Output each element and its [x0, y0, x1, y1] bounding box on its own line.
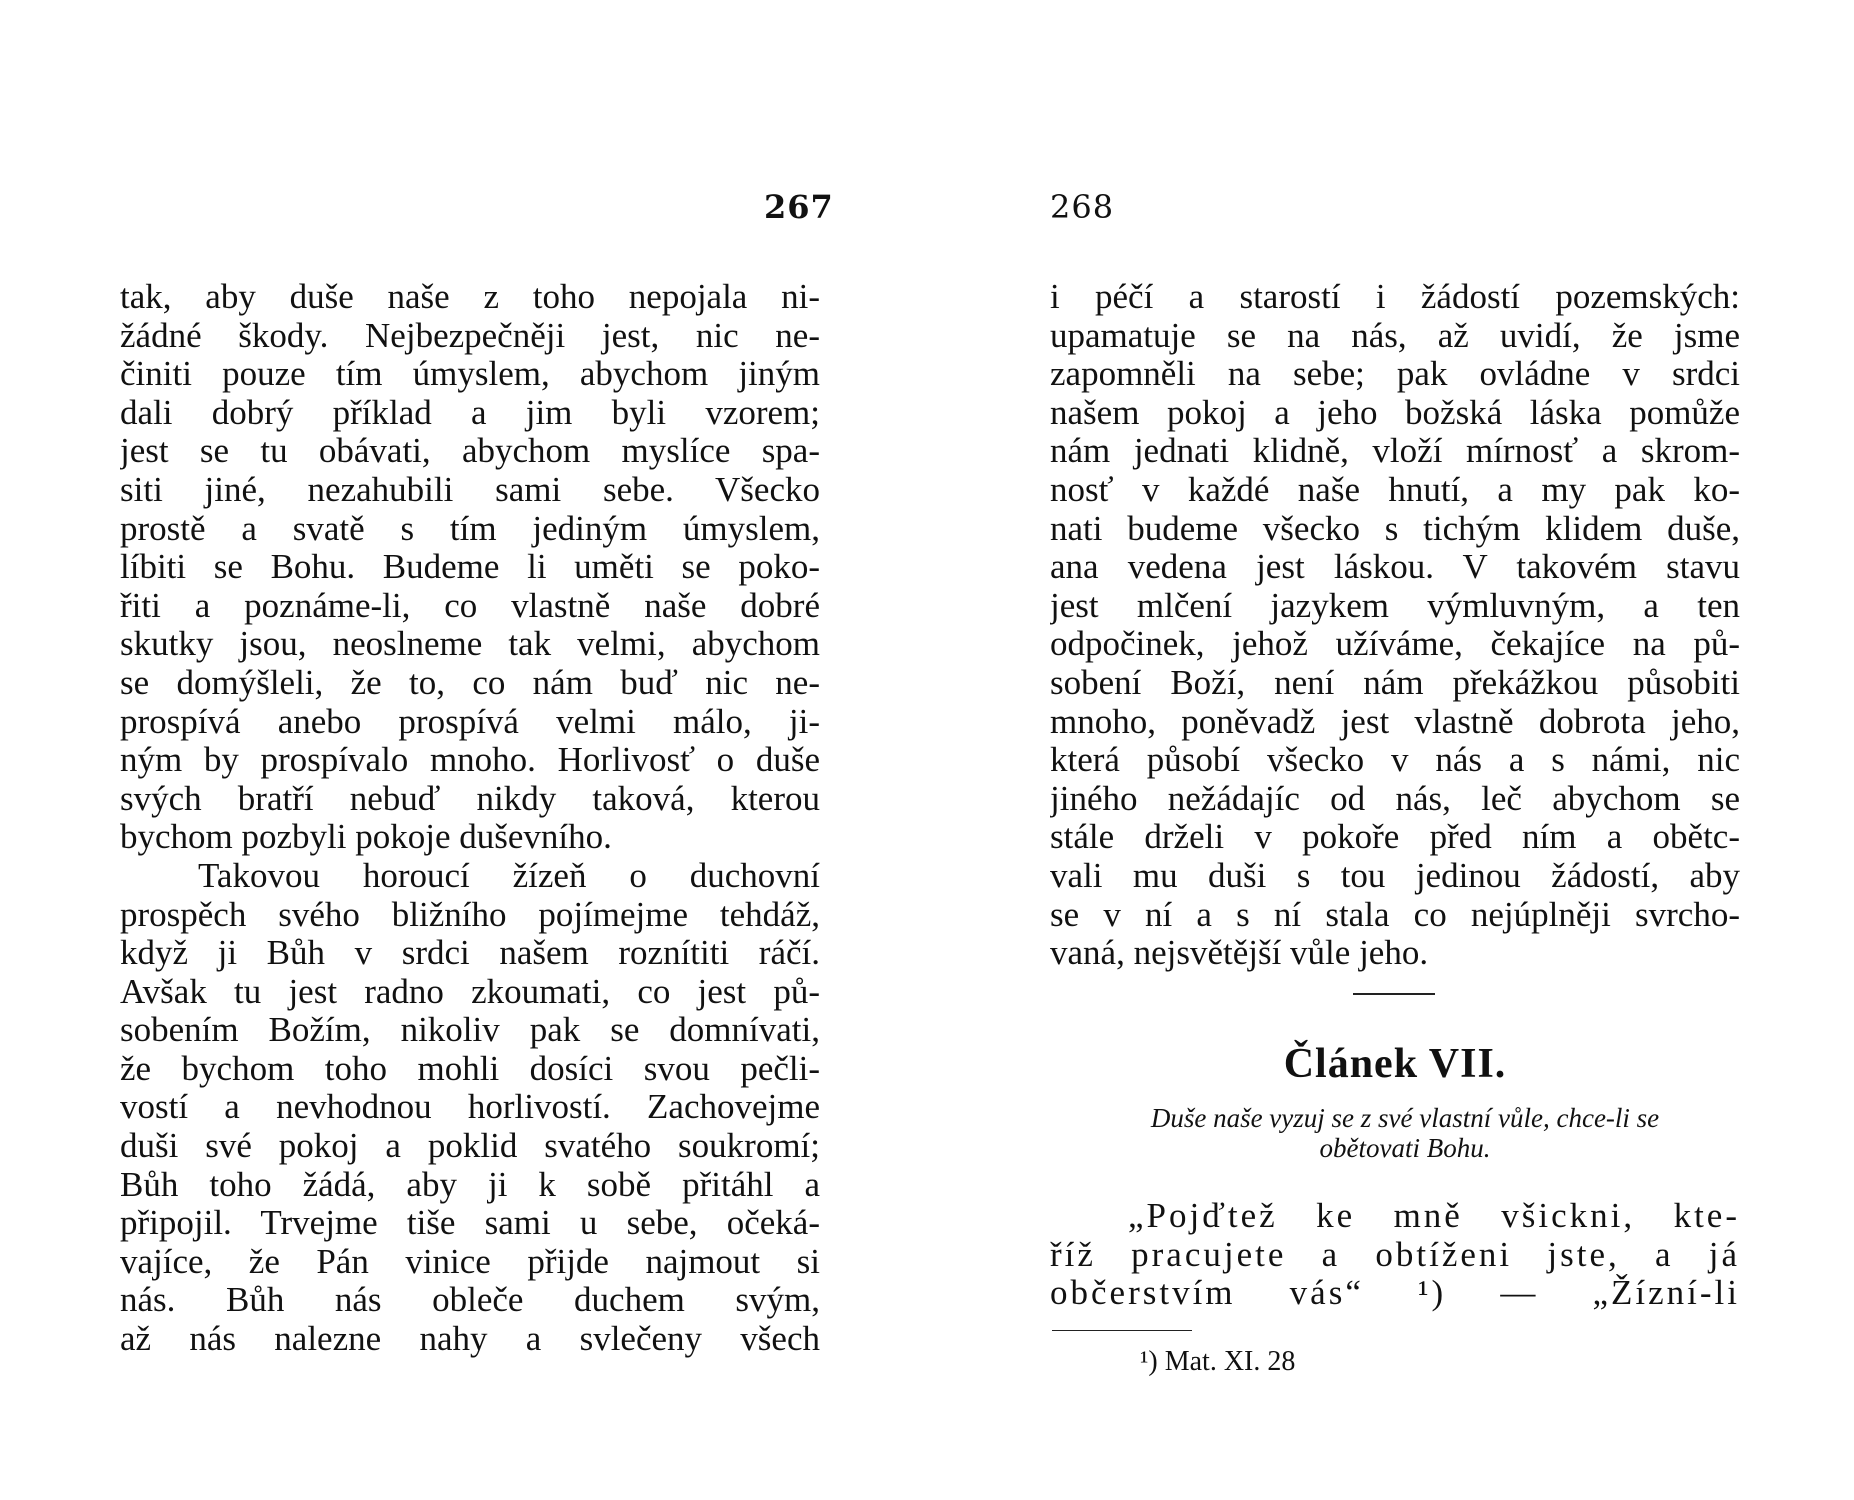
text-line: siti jiné, nezahubili sami sebe. Všecko — [120, 470, 820, 509]
page-number-right: 268 — [1050, 188, 1115, 226]
text-line: vajíce, že Pán vinice přijde najmout si — [120, 1242, 820, 1281]
text-line: vaná, nejsvětější vůle jeho. — [1050, 934, 1429, 973]
text-line: našem pokoj a jeho božská láska pomůže — [1050, 393, 1740, 432]
text-line: upamatuje se na nás, až uvidí, že jsme — [1050, 316, 1740, 355]
text-line: mnoho, poněvadž jest vlastně dobrota jeho, — [1050, 702, 1740, 741]
text-line: prospěch svého bližního pojímejme tehdáž, — [120, 895, 820, 934]
text-line: jiného nežádajíc od nás, leč abychom se — [1050, 779, 1740, 818]
text-line: až nás nalezne nahy a svlečeny všech — [120, 1320, 820, 1359]
text-line: nám jednati klidně, vloží mírnosť a skrom- — [1050, 432, 1740, 471]
text-line: vostí a nevhodnou horlivostí. Zachovejme — [120, 1088, 820, 1127]
text-line: nosť v každé naše hnutí, a my pak ko- — [1050, 470, 1740, 509]
section-separator — [1353, 993, 1435, 995]
quote-line: „Pojďtež ke mně všickni, kte- — [1128, 1197, 1740, 1235]
text-line: nati budeme všecko s tichým klidem duše, — [1050, 509, 1740, 548]
text-line: že bychom toho mohli dosíci svou pečli- — [120, 1049, 820, 1088]
article-subtitle-line: obětovati Bohu. — [1319, 1133, 1491, 1163]
text-line: jest mlčení jazykem výmluvným, a ten — [1050, 586, 1740, 625]
text-line: sobením Božím, nikoliv pak se domnívati, — [120, 1011, 820, 1050]
text-line: Avšak tu jest radno zkoumati, co jest pů- — [120, 972, 820, 1011]
footnote-rule — [1052, 1330, 1192, 1331]
text-line: odpočinek, jehož užíváme, čekajíce na pů- — [1050, 625, 1740, 664]
text-line: i péčí a starostí i žádostí pozemských: — [1050, 278, 1740, 316]
text-line: bychom pozbyli pokoje duševního. — [120, 818, 612, 857]
text-line: sobení Boží, není nám překážkou působiti — [1050, 663, 1740, 702]
text-line: prospívá anebo prospívá velmi málo, ji- — [120, 702, 820, 741]
text-line: která působí všecko v nás a s námi, nic — [1050, 741, 1740, 780]
text-line: žádné škody. Nejbezpečněji jest, nic ne- — [120, 316, 820, 355]
text-line: líbiti se Bohu. Budeme li uměti se poko- — [120, 548, 820, 587]
left-page-text — [120, 278, 820, 1359]
text-line: tak, aby duše naše z toho nepojala ni- — [120, 278, 820, 316]
text-line: řiti a poznáme-li, co vlastně naše dobré — [120, 586, 820, 625]
right-page — [1000, 0, 1854, 1500]
quote-text — [1050, 1197, 1740, 1313]
quote-line: říž pracujete a obtíženi jste, a já — [1050, 1235, 1740, 1274]
text-line: se domýšleli, že to, co nám buď nic ne- — [120, 663, 820, 702]
text-line: stále drželi v pokoře před ním a obětc- — [1050, 818, 1740, 857]
quote-line: občerstvím vás“ ¹) — „Žízní-li — [1050, 1274, 1740, 1313]
article-subtitle-line: Duše naše vyzuj se z své vlastní vůle, chce-li se — [1150, 1103, 1660, 1133]
text-line: nás. Bůh nás obleče duchem svým, — [120, 1281, 820, 1320]
text-line: jest se tu obávati, abychom myslíce spa- — [120, 432, 820, 471]
article-title: Článek VII. — [1283, 1041, 1507, 1087]
page-number-left: 267 — [764, 188, 834, 226]
article-subtitle — [1060, 1103, 1750, 1163]
text-line: prostě a svatě s tím jediným úmyslem, — [120, 509, 820, 548]
text-line: dali dobrý příklad a jim byli vzorem; — [120, 393, 820, 432]
right-page-text — [1050, 278, 1740, 973]
left-page — [0, 0, 900, 1500]
text-line: skutky jsou, neoslneme tak velmi, abychom — [120, 625, 820, 664]
text-line: ným by prospívalo mnoho. Horlivosť o duše — [120, 741, 820, 780]
text-line: vali mu duši s tou jedinou žádostí, aby — [1050, 856, 1740, 895]
text-line: se v ní a s ní stala co nejúplněji svrcho- — [1050, 895, 1740, 934]
text-line: duši své pokoj a poklid svatého soukromí; — [120, 1127, 820, 1166]
text-line: když ji Bůh v srdci našem roznítiti ráčí. — [120, 934, 820, 973]
footnote: ¹) Mat. XI. 28 — [1140, 1346, 1296, 1377]
text-line: svých bratří nebuď nikdy taková, kterou — [120, 779, 820, 818]
text-line: činiti pouze tím úmyslem, abychom jiným — [120, 355, 820, 394]
text-line: ana vedena jest láskou. V takovém stavu — [1050, 548, 1740, 587]
text-line: Bůh toho žádá, aby ji k sobě přitáhl a — [120, 1165, 820, 1204]
text-line: zapomněli na sebe; pak ovládne v srdci — [1050, 355, 1740, 394]
text-line: Takovou horoucí žízeň o duchovní — [198, 856, 820, 895]
text-line: připojil. Trvejme tiše sami u sebe, očeká- — [120, 1204, 820, 1243]
